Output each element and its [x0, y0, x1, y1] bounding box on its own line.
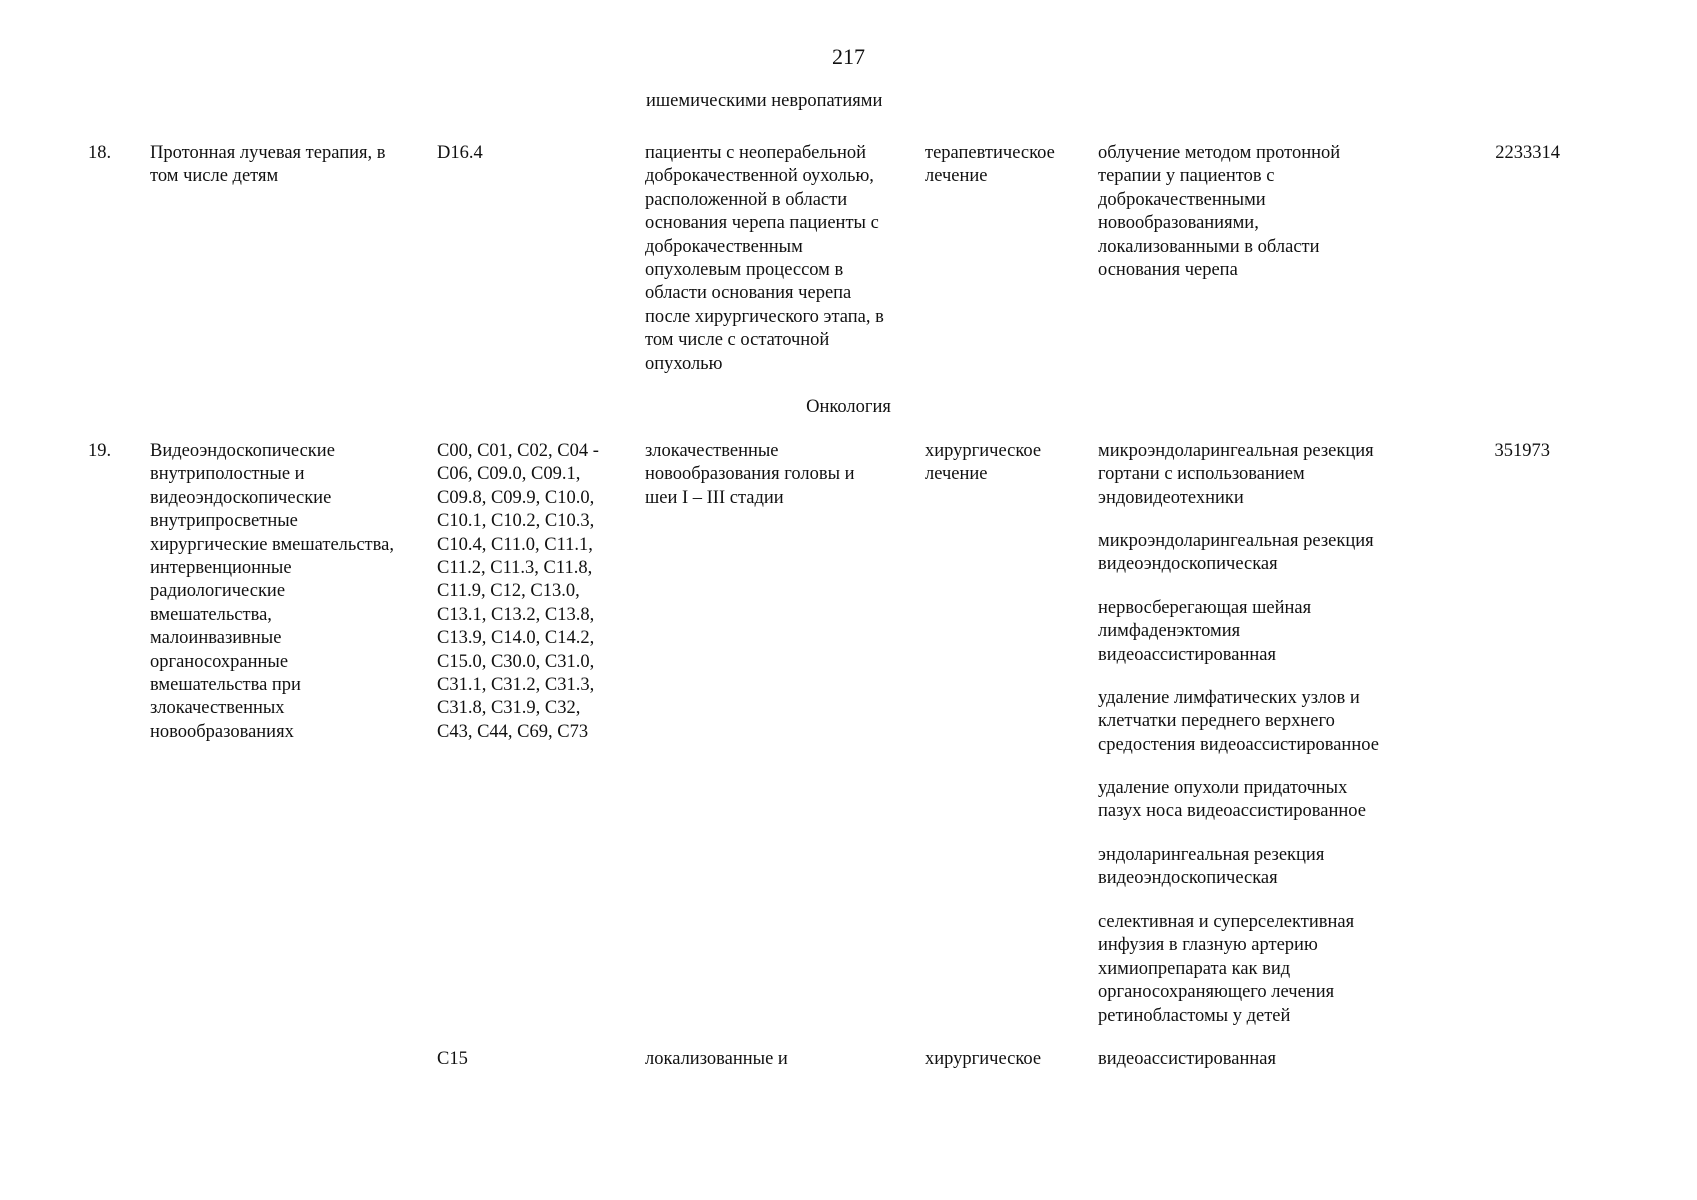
treatment-method: удаление опухоли придаточных пазух носа видеоассистированное [1098, 778, 1366, 822]
treatment-type: хирургическое [925, 1049, 1042, 1069]
icd-codes: C15 [437, 1049, 468, 1069]
treatment-method: селективная и суперселективная инфузия в глазную артерию химиопрепарата как вид органосохраняющего лечения ретинобластомы у детей [1098, 912, 1355, 1026]
icd-codes: C00, C01, C02, C04 - C06, C09.0, C09.1, C09.8, C09.9, C10.0, C10.1, C10.2, C10.3, C10.4, C11.0, C11.1, C11.2, C11.3, C11.8, C11.9, C12, C13.0, C13.1, C13.2, C13.8, C13.9, C14.0, C14.2, C15.0, C30.0, C31.0, C31.1, C31.2, C31.3, C31.8, C31.9, C32, C43, C44, C69, C73 [437, 441, 599, 742]
treatment-type: хирургическое лечение [925, 441, 1042, 485]
treatment-method: видеоассистированная [1098, 1049, 1276, 1069]
patient-model: локализованные и [645, 1049, 788, 1069]
patient-model: злокачественные новообразования головы и шеи I – III стадии [645, 441, 855, 508]
icd-codes: D16.4 [437, 143, 483, 163]
treatment-method: удаление лимфатических узлов и клетчатки переднего верхнего средостения видеоассистированное [1098, 688, 1379, 755]
treatment-method: эндоларингеальная резекция видеоэндоскопическая [1098, 845, 1325, 889]
row-number: 19. [88, 441, 112, 461]
cost-value: 351973 [1494, 441, 1550, 461]
patient-model: пациенты с неоперабельной доброкачественной оухолью, расположенной в области основания черепа пациенты с доброкачественным опухолевым процессом в области основания черепа после хирургического этапа, в том числе с остаточной опухолью [645, 143, 884, 374]
treatment-method: микроэндоларингеальная резекция видеоэндоскопическая [1098, 531, 1374, 575]
cost-value: 2233314 [1495, 143, 1560, 163]
page-number: 217 [832, 44, 865, 69]
treatment-method: нервосберегающая шейная лимфаденэктомия видеоассистированная [1098, 598, 1312, 665]
section-heading: Онкология [806, 397, 891, 417]
treatment-method: облучение методом протонной терапии у пациентов с доброкачественными новообразованиями, локализованными в области основания черепа [1098, 143, 1341, 281]
continuation-text: ишемическими невропатиями [646, 91, 883, 111]
care-type-name: Протонная лучевая терапия, в том числе детям [150, 143, 386, 187]
row-number: 18. [88, 143, 112, 163]
care-type-name: Видеоэндоскопические внутриполостные и видеоэндоскопические внутрипросветные хирургические вмешательства, интервенционные радиологические вмешательства, малоинвазивные органосохранные вмешательства при злокачественных новообразованиях [150, 441, 394, 742]
treatment-type: терапевтическое лечение [925, 143, 1055, 187]
treatment-method: микроэндоларингеальная резекция гортани с использованием эндовидеотехники [1098, 441, 1374, 508]
